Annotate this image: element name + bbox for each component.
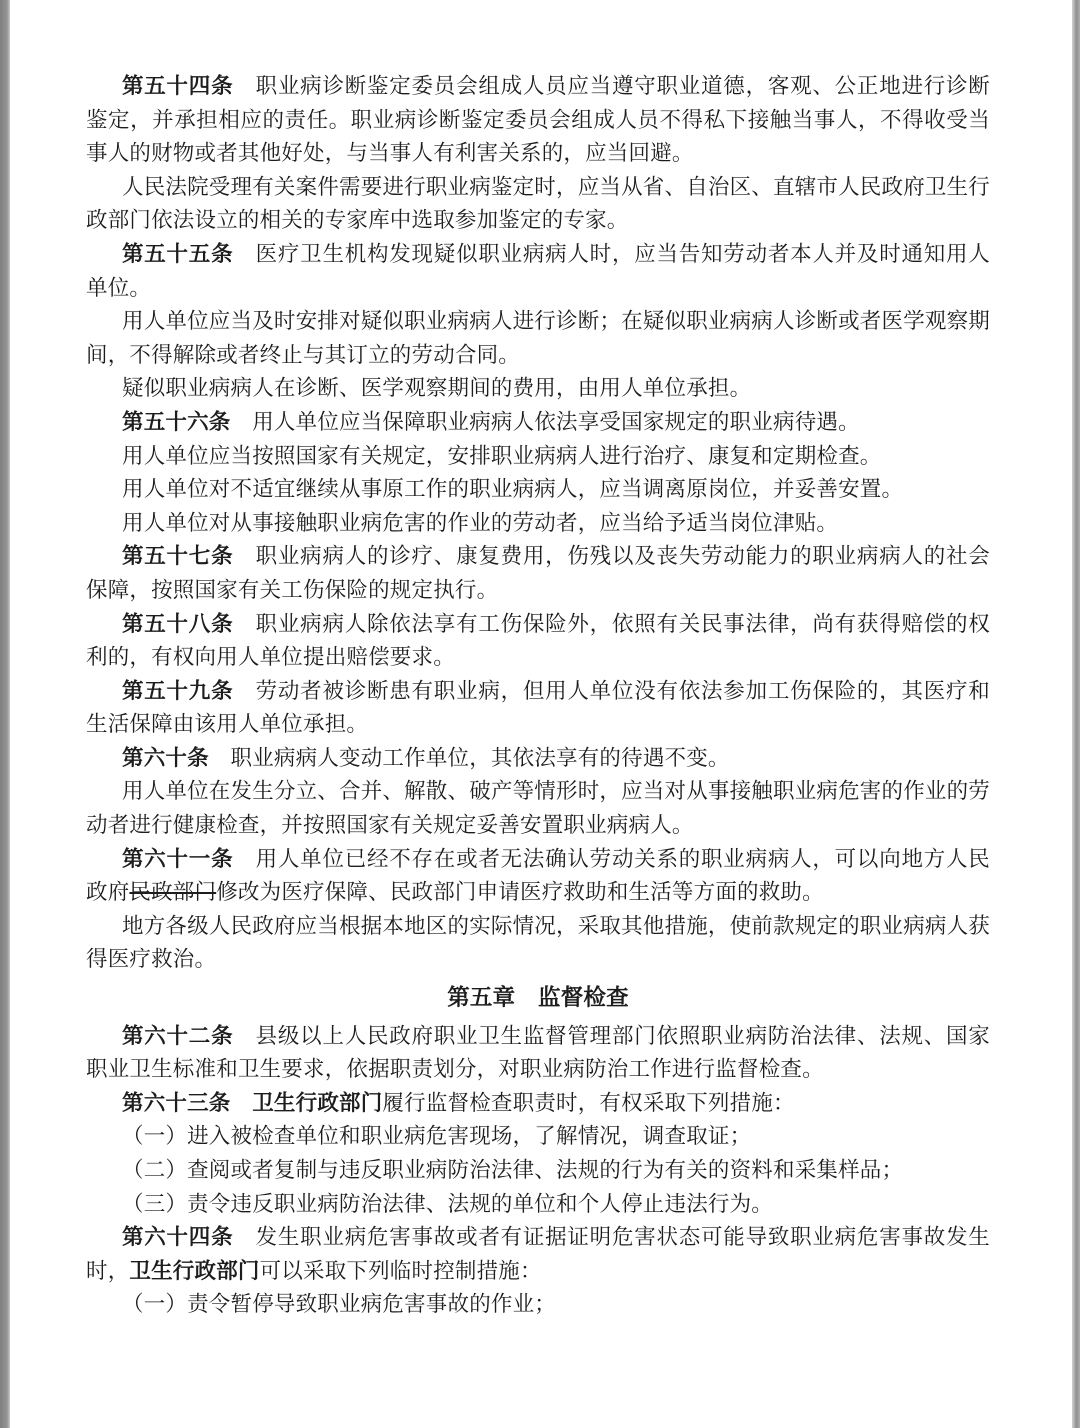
text-run: 职业病诊断鉴定委员会组成人员应当遵守职业道德，客观、公正地进行诊断鉴定，并承担相应的责任。职业病诊断鉴定委员会组成人员不得私下接触当事人，不得收受当事人的财物或者其他好处，与当事人有利害关系的，应当回避。 xyxy=(86,74,990,166)
text-run: 用人单位已经不存在或者无法确认劳动关系的职业病病人，可以向地方人民政府 xyxy=(86,846,990,905)
text-run: 用人单位在发生分立、合并、解散、破产等情形时，应当对从事接触职业病危害的作业的劳动者进行健康检查，并按照国家有关规定妥善安置职业病病人。 xyxy=(86,779,991,838)
text-run: 第六十二条 xyxy=(122,1023,234,1048)
text-run: 第五十七条 xyxy=(122,544,234,569)
paragraph-article-64 xyxy=(86,1221,990,1288)
text-run: 卫生行政部门 xyxy=(129,1258,260,1283)
text-run: 第六十条 xyxy=(122,745,209,770)
text-run: 用人单位应当按照国家有关规定，安排职业病病人进行治疗、康复和定期检查。 xyxy=(122,443,882,468)
paragraph-article-58 xyxy=(86,608,990,675)
text-run: 职业病病人除依法享有工伤保险外，依照有关民事法律，尚有获得赔偿的权利的，有权向用人单位提出赔偿要求。 xyxy=(86,611,990,670)
text-run: 第五十六条 xyxy=(122,409,231,434)
paragraph-article-55-2 xyxy=(86,305,990,372)
text-run: 修改为医疗保障、民政部门申请医疗救助和生活等方面的救助。 xyxy=(216,880,824,905)
paragraph-article-60-2 xyxy=(86,775,990,842)
document-content xyxy=(86,70,990,1322)
text-run: 用人单位应当保障职业病病人依法享受国家规定的职业病待遇。 xyxy=(230,409,860,434)
text-run: 劳动者被诊断患有职业病，但用人单位没有依法参加工伤保险的，其医疗和生活保障由该用人单位承担。 xyxy=(86,678,990,737)
paragraph-article-59 xyxy=(86,675,990,742)
text-run: 卫生行政部门 xyxy=(252,1090,383,1115)
text-run: 用人单位对从事接触职业病危害的作业的劳动者，应当给予适当岗位津贴。 xyxy=(122,510,839,535)
paragraph-article-63 xyxy=(86,1087,990,1121)
paragraph-article-56 xyxy=(86,406,990,440)
paragraph-article-54 xyxy=(86,70,990,171)
text-run: 第五十四条 xyxy=(122,74,234,98)
right-edge-bar xyxy=(1072,0,1080,1428)
text-run: 第五十八条 xyxy=(122,611,234,636)
paragraph-article-57 xyxy=(86,540,990,607)
text-run: 职业病病人的诊疗、康复费用，伤残以及丧失劳动能力的职业病病人的社会保障，按照国家有关工伤保险的规定执行。 xyxy=(86,544,990,602)
list-item-63-1 xyxy=(86,1120,990,1154)
paragraph-article-61 xyxy=(86,843,990,910)
text-run: 人民法院受理有关案件需要进行职业病鉴定时，应当从省、自治区、直辖市人民政府卫生行政部门依法设立的相关的专家库中选取参加鉴定的专家。 xyxy=(86,174,991,233)
text-run: 履行监督检查职责时，有权采取下列措施： xyxy=(382,1090,795,1115)
text-run: （一）进入被检查单位和职业病危害现场，了解情况，调查取证； xyxy=(122,1124,752,1149)
paragraph-article-61-2 xyxy=(86,910,990,977)
paragraph-article-55-3 xyxy=(86,372,990,406)
text-run: （一）责令暂停导致职业病危害事故的作业； xyxy=(122,1292,557,1317)
text-run: 第五十九条 xyxy=(122,678,234,703)
text-run: 地方各级人民政府应当根据本地区的实际情况，采取其他措施，使前款规定的职业病病人获得医疗救治。 xyxy=(86,913,991,972)
paragraph-article-56-3 xyxy=(86,473,990,507)
text-run: 疑似职业病病人在诊断、医学观察期间的费用，由用人单位承担。 xyxy=(122,376,752,401)
text-run: 县级以上人民政府职业卫生监督管理部门依照职业病防治法律、法规、国家职业卫生标准和卫生要求，依据职责划分，对职业病防治工作进行监督检查。 xyxy=(86,1023,990,1082)
paragraph-article-56-4 xyxy=(86,507,990,541)
left-edge-bar xyxy=(0,0,10,1428)
list-item-64-1 xyxy=(86,1288,990,1322)
list-item-63-3 xyxy=(86,1188,990,1222)
text-run: 用人单位对不适宜继续从事原工作的职业病病人，应当调离原岗位，并妥善安置。 xyxy=(122,477,904,502)
paragraph-article-60 xyxy=(86,742,990,776)
text-run: （二）查阅或者复制与违反职业病防治法律、法规的行为有关的资料和采集样品； xyxy=(122,1158,904,1182)
text-run: 第五十五条 xyxy=(122,241,234,266)
struck-out-text: 民政部门 xyxy=(129,880,217,905)
paragraph-article-55 xyxy=(86,238,990,305)
list-item-63-2 xyxy=(86,1154,990,1188)
text-run: 第六十四条 xyxy=(122,1225,234,1250)
paragraph-article-54-2 xyxy=(86,171,990,238)
text-run: 职业病病人变动工作单位，其依法享有的待遇不变。 xyxy=(208,745,730,770)
text-run: 第六十一条 xyxy=(122,846,234,871)
text-run: （三）责令违反职业病防治法律、法规的单位和个人停止违法行为。 xyxy=(122,1191,774,1216)
text-run: 用人单位应当及时安排对疑似职业病病人进行诊断；在疑似职业病病人诊断或者医学观察期间，不得解除或者终止与其订立的劳动合同。 xyxy=(86,309,991,367)
text-run: 可以采取下列临时控制措施： xyxy=(259,1258,542,1283)
text-run xyxy=(231,1091,253,1115)
paragraph-article-62 xyxy=(86,1020,990,1087)
text-run: 第五章 监督检查 xyxy=(447,985,629,1011)
text-run: 第六十三条 xyxy=(122,1090,231,1115)
text-run: 医疗卫生机构发现疑似职业病病人时，应当告知劳动者本人并及时通知用人单位。 xyxy=(86,241,990,300)
chapter-5-heading xyxy=(86,981,990,1015)
text-run: 发生职业病危害事故或者有证据证明危害状态可能导致职业病危害事故发生时， xyxy=(86,1225,990,1283)
paragraph-article-56-2 xyxy=(86,440,990,474)
